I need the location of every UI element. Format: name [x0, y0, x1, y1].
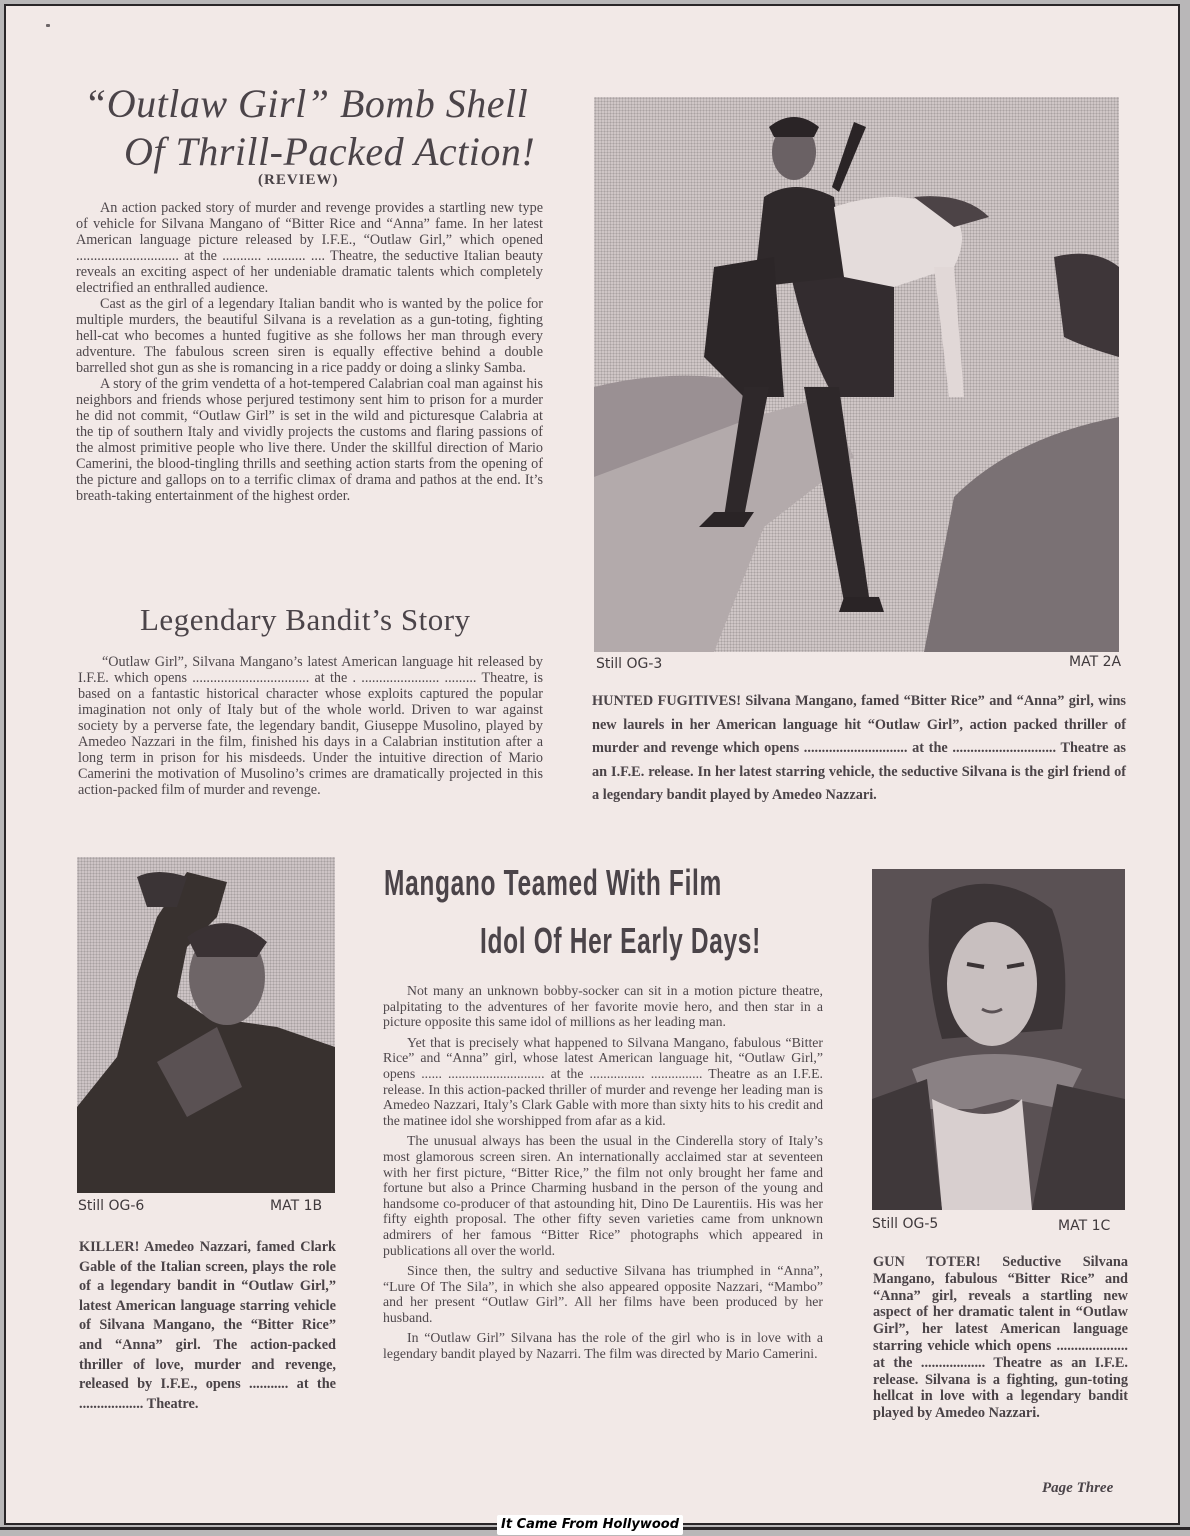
review-body — [76, 200, 543, 504]
still-og3-photo — [594, 97, 1119, 652]
review-headline-line1: “Outlaw Girl” Bomb Shell — [84, 81, 529, 126]
page-number: Page Three — [1042, 1480, 1114, 1496]
still-og3-id: Still OG-3 — [596, 656, 663, 672]
mangano-body — [383, 983, 823, 1362]
review-paragraph: Cast as the girl of a legendary Italian bandit who is wanted by the police for multiple murders, the beautiful Silvana is a revelation as a gun-toting, fighting hell-cat who becomes a hunted fugitive as she follows her man through every adventure. The fabulous screen siren is equally effective behind a double barrelled shot gun as she is romancing in a rice paddy or doing a slinky Samba. — [76, 296, 543, 376]
review-paragraph: An action packed story of murder and revenge provides a startling new type of vehicle for Silvana Mangano of “Bitter Rice and “Anna” fame. In her latest American language picture released by I.F.E., “Outlaw Girl,” which opened ............................. at the ........... ........... .... Theatre, the seductive Italian beauty reveals an exciting aspect of her undeniable dramatic talents which completely electrified an enthralled audience. — [76, 200, 543, 296]
mangano-paragraph: Not many an unknown bobby-socker can sit in a motion picture theatre, palpitating to the adventures of her favorite movie hero, and then star in a picture opposite this same idol of millions as her leading man. — [383, 983, 823, 1030]
still-og5-mat: MAT 1C — [1058, 1218, 1111, 1234]
review-headline-line2: Of Thrill-Packed Action! — [124, 129, 536, 174]
mangano-paragraph: Since then, the sultry and seductive Silvana has triumphed in “Anna”, “Lure Of The Sila”, in which she also appeared opposite Nazzari, “Mambo” and her present “Outlaw Girl”. All her films have been produced by her husband. — [383, 1263, 823, 1325]
still-og5-caption: GUN TOTER! Seductive Silvana Mangano, fabulous “Bitter Rice” and “Anna” girl, reveals a startling new aspect of her dramatic talent in “Outlaw Girl”, her latest American language starring vehicle which opens .................... at the .................. Theatre as an I.F.E. release. Silvana is a fighting, gun-toting hellcat in love with a legendary bandit played by Amedeo Nazzari. — [873, 1254, 1128, 1422]
mangano-paragraph: Yet that is precisely what happened to Silvana Mangano, fabulous “Bitter Rice” and “Anna” girl, whose latest American language hit, “Outlaw Girl,” opens ...... ............................ at the ................ ............... Theatre as an I.F.E. release. In this action-packed thriller of murder and revenge her leading man is Amedeo Nazzari, Italy’s Clark Gable with more than sixty hits to his credit and the matinee idol she worshipped from afar as a kid. — [383, 1034, 823, 1128]
mangano-paragraph: In “Outlaw Girl” Silvana has the role of the girl who is in love with a legendary bandit played by Nazarri. The film was directed by Mario Camerini. — [383, 1330, 823, 1362]
press-book-page — [4, 4, 1180, 1525]
review-label: (REVIEW) — [258, 172, 339, 188]
woman-portrait-image — [872, 869, 1125, 1210]
still-og3-caption: HUNTED FUGITIVES! Silvana Mangano, famed “Bitter Rice” and “Anna” girl, wins new laurels in her American language hit “Outlaw Girl”, action packed thriller of murder and revenge which opens ............................. at the ............................. Theatre as an I.F.E. release. In her latest starring vehicle, the seductive Silvana is the girl friend of a legendary bandit played by Amedeo Nazzari. — [592, 693, 1126, 803]
still-og6-caption: KILLER! Amedeo Nazzari, famed Clark Gable of the Italian screen, plays the role of a legendary bandit in “Outlaw Girl,” latest American language starring vehicle of Silvana Mangano, the “Bitter Rice” and “Anna” girl. The action-packed thriller of love, murder and revenge, released by I.F.E., opens ........... at the .................. Theatre. — [79, 1239, 336, 1412]
bandit-paragraph: “Outlaw Girl”, Silvana Mangano’s latest American language hit released by I.F.E. which opens ................................. at the . ...................... ......... Theatre, is based on a fantastic historical character whose exploits captured the popular imagination not only of Italy but of the whole world. Driven to war against society by a perverse fate, the legendary bandit, Giuseppe Musolino, played by Amedeo Nazzari in the film, finished his days in a Calabrian institution after a long term in prison for his misdeeds. Under the intuitive direction of Mario Camerini the motivation of Musolino’s crimes are dramatically projected in this action-packed film of murder and revenge. — [78, 654, 543, 798]
review-paragraph: A story of the grim vendetta of a hot-tempered Calabrian coal man against his neighbors and friends whose perjured testimony sent him to prison for a murder he did not commit, “Outlaw Girl” is set in the wild and picturesque Calabria at the tip of southern Italy and vividly projects the customs and flaring passions of the almost primitive people who live there. Under the skillful direction of Mario Camerini, the blood-tingling thrills and seething action starts from the opening of the picture and gallops on to a terrific climax of drama and pathos at the end. It’s breath-taking entertainment of the highest order. — [76, 376, 543, 504]
still-og6-id: Still OG-6 — [78, 1198, 145, 1214]
still-og3-mat: MAT 2A — [1069, 654, 1122, 670]
mangano-headline-line1: Mangano Teamed With Film — [384, 862, 722, 903]
still-og6-photo — [77, 857, 335, 1193]
print-speck — [46, 24, 50, 27]
still-og5-id: Still OG-5 — [872, 1216, 939, 1232]
mangano-paragraph: The unusual always has been the usual in the Cinderella story of Italy’s most glamorous screen siren. An internationally acclaimed star at seventeen with her first picture, “Bitter Rice,” the film not only brought her fame and fortune but also a Prince Charming husband in the person of the young and handsome co-producer of that astounding hit, Dino De Laurentiis. His was her fifty eighth proposal. The other fifty seven varieties came from unknown admirers of her famous “Bitter Rice” photographs which appeared in publications all over the world. — [383, 1133, 823, 1258]
man-shielding-head-image — [77, 857, 335, 1193]
bandit-story-headline: Legendary Bandit’s Story — [140, 602, 471, 637]
watermark-label: It Came From Hollywood — [497, 1515, 683, 1535]
still-og5-photo — [872, 869, 1125, 1210]
bandit-carrying-woman-image — [594, 97, 1119, 652]
still-og6-mat: MAT 1B — [270, 1198, 323, 1214]
bandit-story-body — [78, 654, 543, 798]
mangano-headline-line2: Idol Of Her Early Days! — [480, 920, 761, 961]
